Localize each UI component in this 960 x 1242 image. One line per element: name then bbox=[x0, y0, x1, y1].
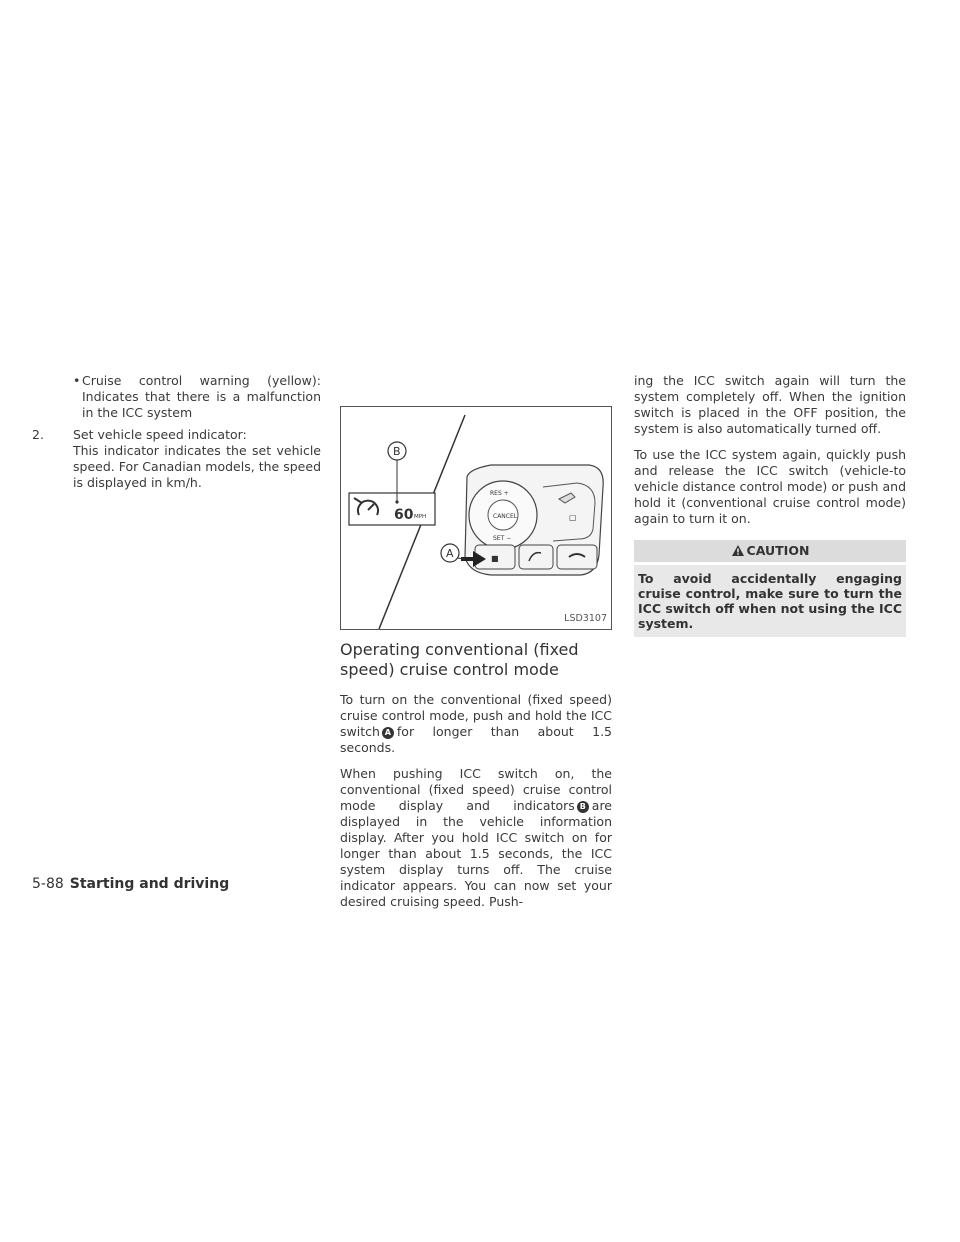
cancel-button-label: CANCEL bbox=[493, 513, 518, 520]
figure-code: LSD3107 bbox=[564, 613, 607, 624]
caution-text: To avoid accidentally engaging cruise control, make sure to turn the ICC switch off when not using the ICC system. bbox=[634, 565, 906, 637]
set-button-label: SET − bbox=[493, 535, 512, 542]
caution-header bbox=[634, 540, 906, 562]
paragraph-1-text-b: for longer than about 1.5 seconds. bbox=[340, 724, 612, 755]
caution-title: CAUTION bbox=[746, 543, 810, 558]
paragraph-2-text-a: When pushing ICC switch on, the conventional (fixed speed) cruise control mode display and indicators bbox=[340, 766, 612, 813]
item-number: 2. bbox=[32, 427, 44, 442]
warning-icon bbox=[731, 544, 745, 557]
paragraph-4: To use the ICC system again, quickly push and release the ICC switch (vehicle-to vehicle distance control mode) or push and hold it (conventional cruise control mode) again to turn it on. bbox=[634, 447, 906, 526]
speed-unit: MPH bbox=[414, 514, 427, 520]
numbered-item-2 bbox=[32, 427, 321, 491]
icc-switch-icon: ■ bbox=[491, 554, 499, 563]
left-column bbox=[32, 373, 321, 491]
right-column bbox=[634, 373, 906, 637]
callout-b: B bbox=[393, 445, 401, 458]
steering-switch-illustration bbox=[341, 407, 611, 629]
page-number: 5-88 bbox=[32, 876, 64, 892]
marker-a: A bbox=[382, 727, 394, 739]
paragraph-2 bbox=[340, 766, 612, 910]
bullet-dot: • bbox=[73, 373, 81, 388]
item-description: This indicator indicates the set vehicle speed. For Canadian models, the speed is displayed in km/h. bbox=[73, 443, 321, 490]
speed-value: 60 bbox=[394, 507, 414, 523]
car-distance-icon: ▢ bbox=[569, 513, 577, 522]
bullet-text: Cruise control warning (yellow): Indicates that there is a malfunction in the ICC system bbox=[82, 373, 321, 420]
marker-b: B bbox=[577, 801, 589, 813]
item-title: Set vehicle speed indicator: bbox=[73, 427, 247, 442]
page-footer bbox=[32, 876, 229, 892]
callout-a: A bbox=[446, 547, 454, 560]
section-heading: Operating conventional (fixed speed) cruise control mode bbox=[340, 640, 579, 679]
paragraph-2-text-b: are displayed in the vehicle information display. After you hold ICC switch on for longer than about 1.5 seconds, the ICC system display turns off. The cruise indicator appears. You can now set your desired cruising speed. Push- bbox=[340, 798, 612, 909]
middle-column bbox=[340, 373, 612, 920]
res-button-label: RES + bbox=[490, 490, 509, 497]
section-name: Starting and driving bbox=[69, 876, 230, 892]
steering-switch-figure bbox=[340, 406, 612, 630]
paragraph-1 bbox=[340, 692, 612, 756]
paragraph-1-text-a: To turn on the conventional (fixed speed) cruise control mode, push and hold the ICC switch bbox=[340, 692, 612, 739]
paragraph-3: ing the ICC switch again will turn the system completely off. When the ignition switch is placed in the OFF position, the system is also automatically turned off. bbox=[634, 373, 906, 436]
bullet-item bbox=[32, 373, 321, 421]
